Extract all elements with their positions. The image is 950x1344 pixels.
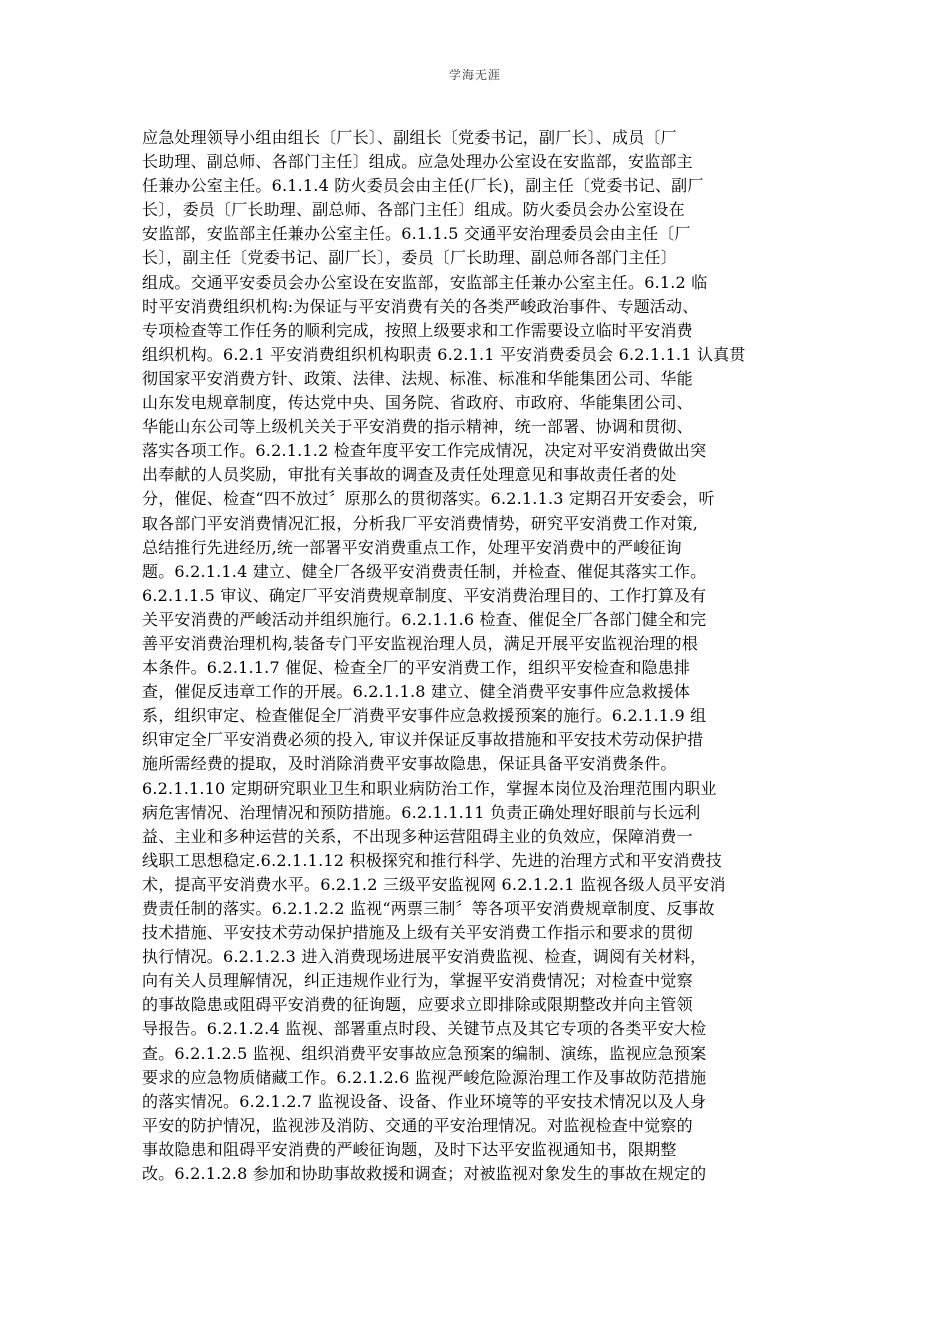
body-text-line: 施所需经费的提取，及时消除消费平安事故隐患，保证具备平安消费条件。 <box>142 754 677 774</box>
body-text-line: 益、主业和多种运营的关系，不出现多种运营阻碍主业的负效应，保障消费一 <box>142 826 693 846</box>
body-text-line: 的落实情况。6.2.1.2.7 监视设备、设备、作业环境等的平安技术情况以及人身 <box>142 1091 707 1111</box>
body-text-line: 总结推行先进经历,统一部署平安消费重点工作，处理平安消费中的严峻征询 <box>142 537 682 557</box>
body-text-line: 6.2.1.1.10 定期研究职业卫生和职业病防治工作，掌握本岗位及治理范围内职业 <box>142 778 717 798</box>
body-text-line: 出奉献的人员奖励，审批有关事故的调查及责任处理意见和事故责任者的处 <box>142 465 677 485</box>
body-text-line: 本条件。6.2.1.1.7 催促、检查全厂的平安消费工作，组织平安检查和隐患排 <box>142 658 691 678</box>
body-text-line: 的事故隐患或阻碍平安消费的征询题，应要求立即排除或限期整改并向主管领 <box>142 995 693 1015</box>
body-text-line: 病危害情况、治理情况和预防措施。6.2.1.1.11 负责正确处理好眼前与长远利 <box>142 802 701 822</box>
body-text-line: 组成。交通平安委员会办公室设在安监部，安监部主任兼办公室主任。6.1.2 临 <box>142 272 708 292</box>
body-text-line: 分，催促、检查“四不放过〞原那么的贯彻落实。6.2.1.1.3 定期召开安委会，听 <box>142 489 715 509</box>
body-text-line: 长〕，委员〔厂长助理、副总师、各部门主任〕组成。防火委员会办公室设在 <box>142 200 685 220</box>
body-text-line: 改。6.2.1.2.8 参加和协助事故救援和调查；对被监视对象发生的事故在规定的 <box>142 1164 707 1184</box>
body-text-line: 题。6.2.1.1.4 建立、健全厂各级平安消费责任制，并检查、催促其落实工作。 <box>142 561 707 581</box>
body-text-line: 术，提高平安消费水平。6.2.1.2 三级平安监视网 6.2.1.2.1 监视各级人员平安消 <box>142 874 726 894</box>
body-text-line: 6.2.1.1.5 审议、确定厂平安消费规章制度、平安消费治理目的、工作打算及有 <box>142 585 707 605</box>
body-text-line: 查，催促反违章工作的开展。6.2.1.1.8 建立、健全消费平安事件应急救援体 <box>142 682 691 702</box>
body-text-line: 费责任制的落实。6.2.1.2.2 监视“两票三制〞等各项平安消费规章制度、反事故 <box>142 899 715 918</box>
body-text-line: 平安的防护情况，监视涉及消防、交通的平安治理情况。对监视检查中觉察的 <box>142 1115 693 1135</box>
body-text-line: 华能山东公司等上级机关关于平安消费的指示精神，统一部署、协调和贯彻、 <box>142 417 693 437</box>
body-text-line: 组织机构。6.2.1 平安消费组织机构职责 6.2.1.1 平安消费委员会 6.2.1.1.1 认真贯 <box>142 344 746 364</box>
body-text-line: 落实各项工作。6.2.1.1.2 检查年度平安工作完成情况，决定对平安消费做出突 <box>142 441 707 461</box>
body-text-line: 善平安消费治理机构,装备专门平安监视治理人员，满足开展平安监视治理的根 <box>142 633 699 653</box>
body-text-line: 线职工思想稳定.6.2.1.1.12 积极探究和推行科学、先进的治理方式和平安消费技 <box>142 850 722 870</box>
body-text-line: 事故隐患和阻碍平安消费的严峻征询题，及时下达平安监视通知书，限期整 <box>142 1139 677 1159</box>
body-text-line: 长助理、副总师、各部门主任〕组成。应急处理办公室设在安监部，安监部主 <box>142 152 693 172</box>
body-text-line: 专项检查等工作任务的顺利完成，按照上级要求和工作需要设立临时平安消费 <box>142 320 693 340</box>
document-body <box>142 126 810 1186</box>
body-text-line: 长〕，副主任〔党委书记、副厂长〕，委员〔厂长助理、副总师各部门主任〕 <box>142 248 677 268</box>
body-text-line: 关平安消费的严峻活动并组织施行。6.2.1.1.6 检查、催促全厂各部门健全和完 <box>142 609 707 629</box>
page-header: 学海无涯 <box>448 68 501 82</box>
body-text-line: 向有关人员理解情况，纠正违规作业行为，掌握平安消费情况；对检查中觉察 <box>142 971 693 991</box>
body-text-line: 要求的应急物质储藏工作。6.2.1.2.6 监视严峻危险源治理工作及事故防范措施 <box>142 1067 707 1087</box>
body-text-line: 任兼办公室主任。6.1.1.4 防火委员会由主任(厂长)，副主任〔党委书记、副厂 <box>142 176 704 196</box>
body-text-line: 系，组织审定、检查催促全厂消费平安事件应急救援预案的施行。6.2.1.1.9 组 <box>142 706 707 726</box>
body-text-line: 导报告。6.2.1.2.4 监视、部署重点时段、关键节点及其它专项的各类平安大检 <box>142 1019 707 1039</box>
body-text-line: 安监部，安监部主任兼办公室主任。6.1.1.5 交通平安治理委员会由主任〔厂 <box>142 224 691 244</box>
body-text-line: 山东发电规章制度，传达党中央、国务院、省政府、市政府、华能集团公司、 <box>142 393 693 413</box>
body-text-line: 彻国家平安消费方针、政策、法律、法规、标准、标准和华能集团公司、华能 <box>142 368 693 388</box>
body-text-line: 织审定全厂平安消费必须的投入, 审议并保证反事故措施和平安技术劳动保护措 <box>142 730 704 750</box>
body-text-line: 技术措施、平安技术劳动保护措施及上级有关平安消费工作指示和要求的贯彻 <box>142 923 693 943</box>
body-text-line: 应急处理领导小组由组长〔厂长〕、副组长〔党委书记，副厂长〕、成员〔厂 <box>142 128 677 147</box>
body-text-line: 查。6.2.1.2.5 监视、组织消费平安事故应急预案的编制、演练，监视应急预案 <box>142 1043 707 1063</box>
body-text-line: 执行情况。6.2.1.2.3 进入消费现场进展平安消费监视、检查，调阅有关材料， <box>142 947 707 967</box>
body-text-line: 时平安消费组织机构:为保证与平安消费有关的各类严峻政治事件、专题活动、 <box>142 296 699 316</box>
body-text-line: 取各部门平安消费情况汇报，分析我厂平安消费情势，研究平安消费工作对策, <box>142 513 699 533</box>
